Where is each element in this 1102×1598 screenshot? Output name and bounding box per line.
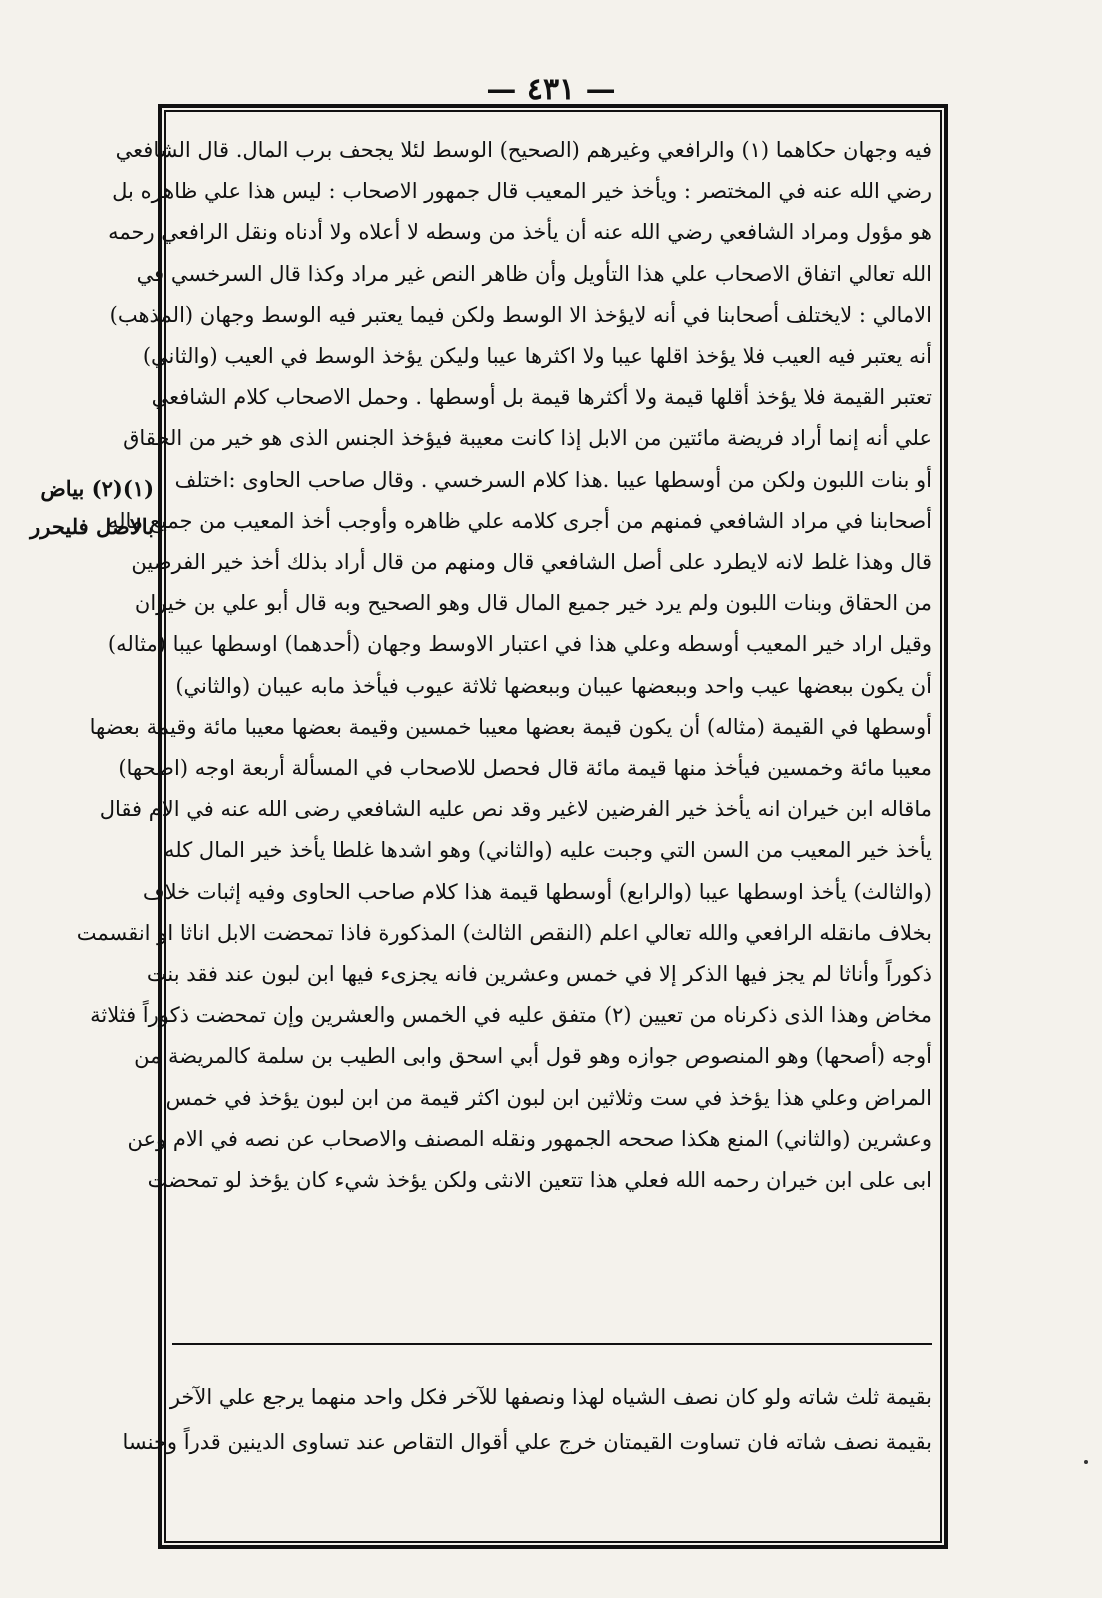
- text-line: أوجه (أصحها) وهو المنصوص جوازه وهو قول أبي اسحق وابى الطيب بن سلمة كالمريضة من: [134, 1044, 932, 1069]
- text-line: تعتبر القيمة فلا يؤخذ أقلها قيمة ولا أكثرها قيمة بل أوسطها . وحمل الاصحاب كلام الشافعي: [151, 385, 932, 410]
- footnote-line: بقيمة ثلث شاته ولو كان نصف الشياه لهذا ونصفها للآخر فكل واحد منهما يرجع علي الآخر: [169, 1385, 932, 1409]
- text-line: بخلاف مانقله الرافعي والله تعالي اعلم (النقص الثالث) المذكورة فاذا تمحضت الابل اناثا او انقسمت: [76, 920, 932, 945]
- text-line: يأخذ خير المعيب من السن التي وجبت عليه (والثاني) وهو اشدها غلطا يأخذ خير المال كله: [164, 838, 932, 863]
- text-line: الامالي : لايختلف أصحابنا في أنه لايؤخذ الا الوسط ولكن فيما يعتبر فيه الوسط وجهان (المذهب): [109, 302, 932, 327]
- text-line: الله تعالي اتفاق الاصحاب علي هذا التأويل وأن ظاهر النص غير مراد وكذا قال السرخسي في: [136, 261, 932, 286]
- margin-note-line: بالاصل فليحرر: [30, 514, 154, 539]
- text-line: ماقاله ابن خيران انه يأخذ خير الفرضين لاغير وقد نص عليه الشافعي رضى الله عنه في الام فقال: [99, 797, 932, 822]
- text-line: وقيل اراد خير المعيب أوسطه وعلي هذا في اعتبار الاوسط وجهان (أحدهما) اوسطها عيبا (مثاله): [107, 632, 932, 657]
- text-line: مخاض وهذا الذى ذكرناه من تعيين (٢) متفق عليه في الخمس والعشرين وإن تمحضت ذكوراً فثلاثة: [90, 1003, 932, 1028]
- text-line: قال وهذا غلط لانه لايطرد على أصل الشافعي قال ومنهم من قال أراد بذلك أخذ خير الفرضين: [131, 550, 932, 575]
- text-line: أن يكون ببعضها عيب واحد وببعضها عيبان وببعضها ثلاثة عيوب فيأخذ مابه عيبان (والثاني): [175, 673, 932, 698]
- margin-note-line: (١)(٢) بياض: [40, 476, 154, 501]
- text-line: ذكوراً وأناثا لم يجز فيها الذكر إلا في خمس وعشرين فانه يجزىء فيها ابن لبون عند فقد بنت: [146, 962, 932, 987]
- text-line: ابى على ابن خيران رحمه الله فعلي هذا تتعين الانثى ولكن يؤخذ شيء كان يؤخذ لو تمحضت: [147, 1168, 932, 1193]
- text-line: فيه وجهان حكاهما (١) والرافعي وغيرهم (الصحيح) الوسط لئلا يجحف برب المال. قال الشافعي: [115, 138, 932, 162]
- text-line: (والثالث) يأخذ اوسطها عيبا (والرابع) أوسطها قيمة هذا كلام صاحب الحاوى وفيه إثبات خلاف: [142, 879, 932, 904]
- scan-speck: [1084, 1460, 1088, 1464]
- text-line: أنه يعتبر فيه العيب فلا يؤخذ اقلها عيبا ولا اكثرها عيبا وليكن يؤخذ الوسط في العيب (والثاني): [142, 344, 932, 369]
- page-number: — ٤٣١ —: [486, 72, 616, 107]
- text-line: معيبا مائة وخمسين فيأخذ منها قيمة مائة قال فحصل للاصحاب في المسألة أربعة اوجه (اصحها): [118, 756, 932, 781]
- text-line: أصحابنا في مراد الشافعي فمنهم من أجرى كلامه علي ظاهره وأوجب أخذ المعيب من جميع ماله: [107, 508, 932, 533]
- text-line: رضي الله عنه في المختصر : ويأخذ خير المعيب قال جمهور الاصحاب : ليس هذا علي ظاهره بل: [112, 179, 932, 204]
- footnote-line: بقيمة نصف شاته فان تساوت القيمتان خرج علي أقوال التقاص عند تساوى الدينين قدراً وجنسا: [122, 1430, 932, 1454]
- text-line: علي أنه إنما أراد فريضة مائتين من الابل إذا كانت معيبة فيؤخذ الجنس الذى هو خير من الحقاق: [123, 426, 932, 451]
- footnote-text: [122, 1375, 932, 1465]
- text-line: المراض وعلي هذا يؤخذ في ست وثلاثين ابن لبون اكثر قيمة من ابن لبون يؤخذ في خمس: [165, 1085, 932, 1110]
- footnote-separator: [172, 1343, 932, 1345]
- text-line: أو بنات اللبون ولكن من أوسطها عيبا .هذا كلام السرخسي . وقال صاحب الحاوى :اختلف: [174, 467, 932, 492]
- text-line: وعشرين (والثاني) المنع هكذا صححه الجمهور ونقله المصنف والاصحاب عن نصه في الام وعن: [127, 1126, 932, 1151]
- text-line: هو مؤول ومراد الشافعي رضي الله عنه أن يأخذ من وسطه لا أعلاه ولا أدناه ونقل الرافعي رحمه: [108, 220, 932, 245]
- text-line: أوسطها في القيمة (مثاله) أن يكون قيمة بعضها معيبا خمسين وقيمة بعضها معيبا مائة وقيمة بعضها: [89, 714, 932, 739]
- text-line: من الحقاق وبنات اللبون ولم يرد خير جميع المال قال وهو الصحيح وبه قال أبو علي بن خيران: [134, 591, 932, 616]
